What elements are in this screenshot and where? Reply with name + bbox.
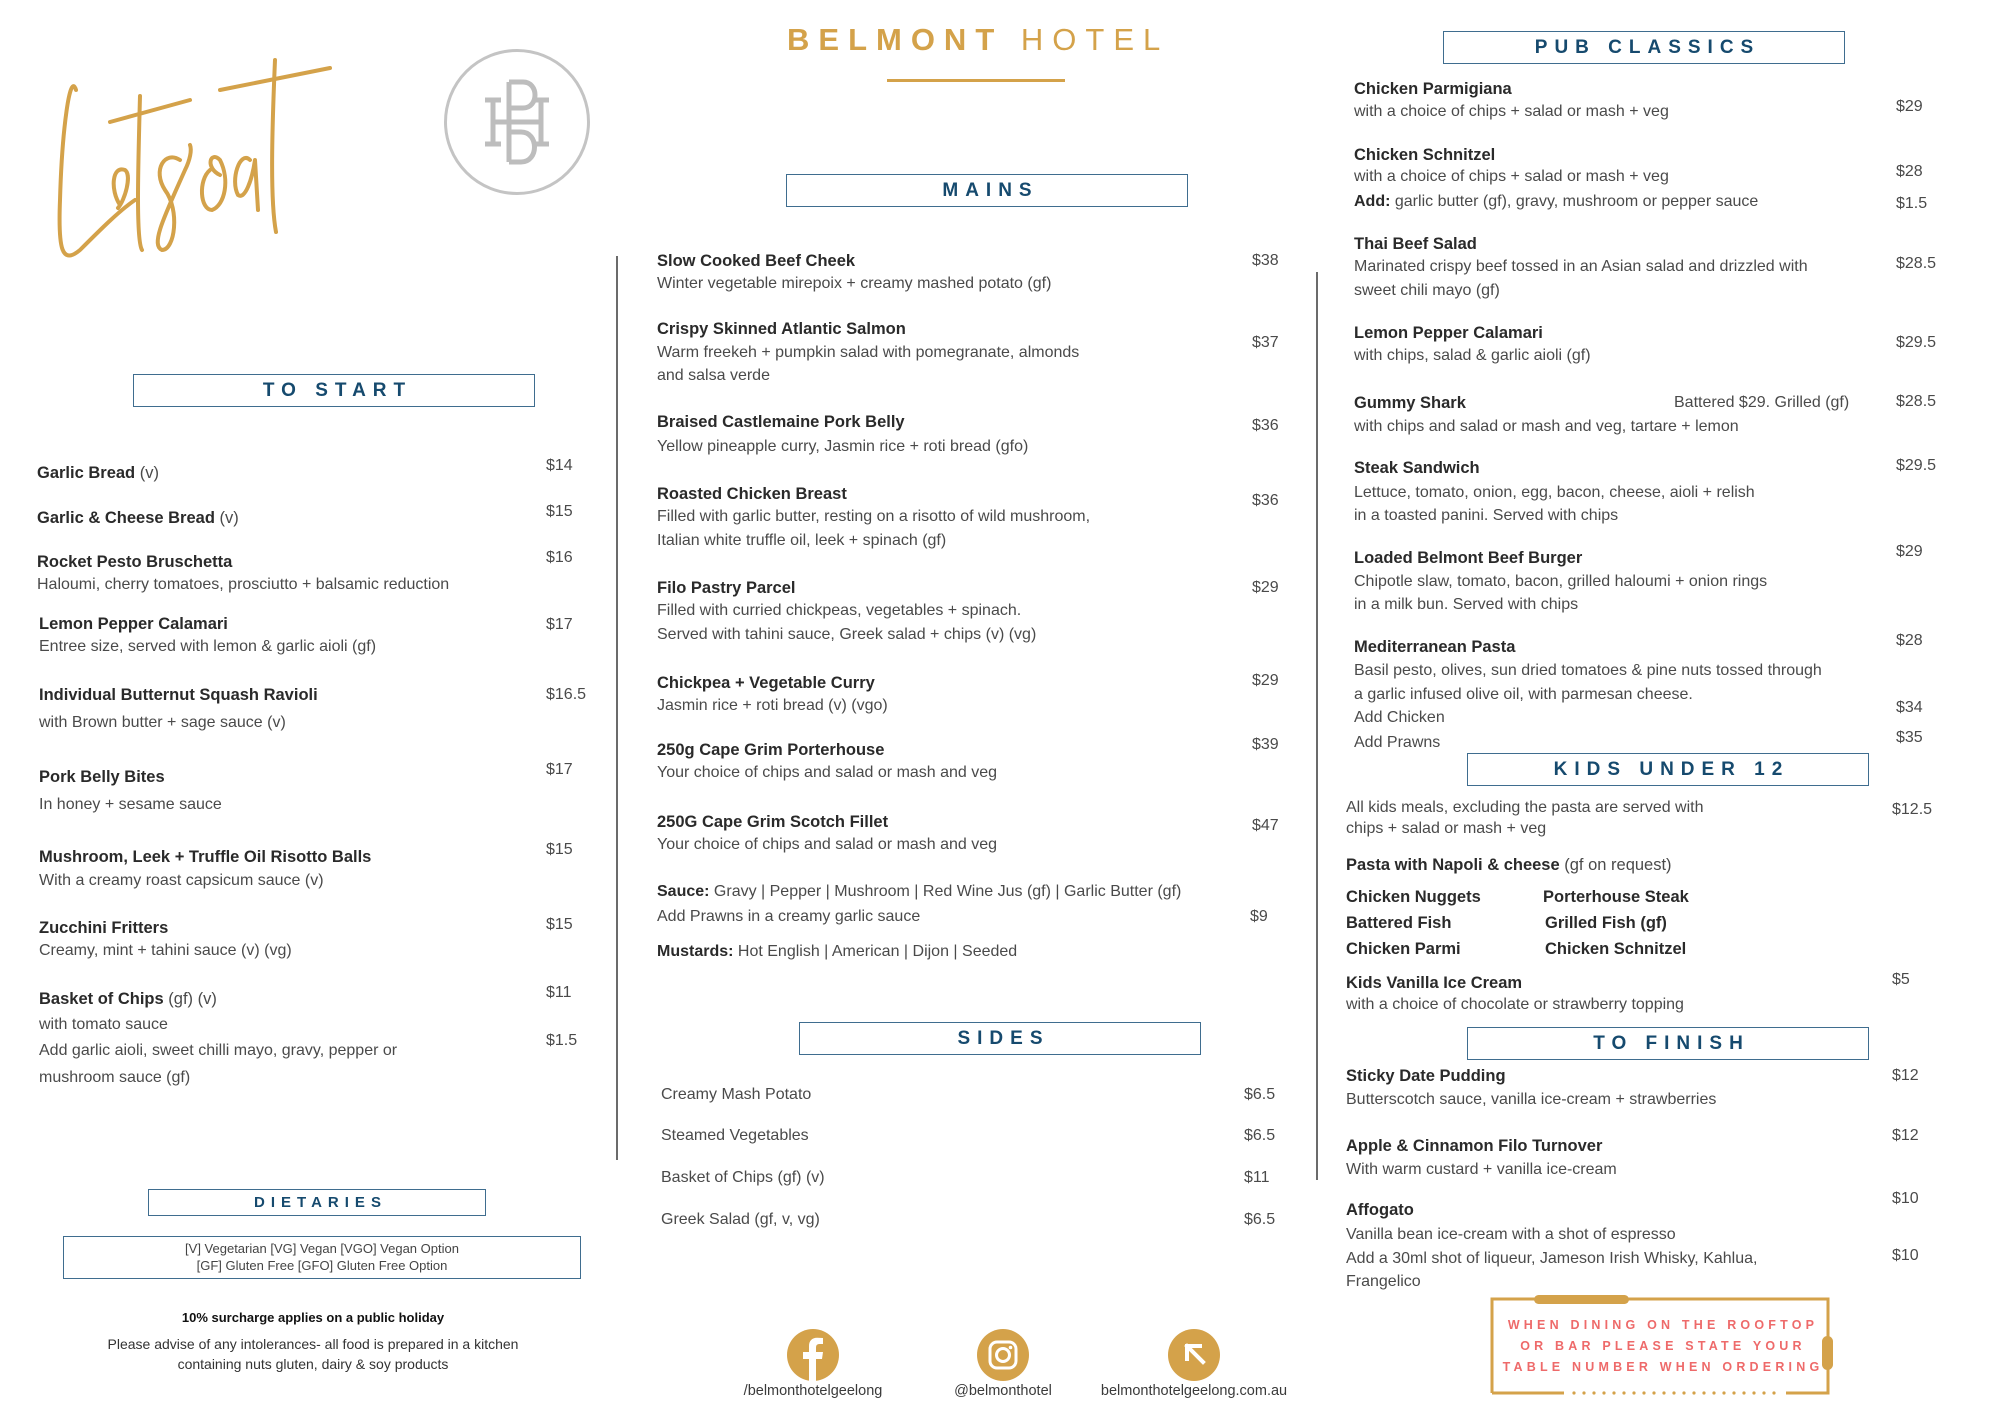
menu-item-price: $38	[1252, 252, 1279, 269]
mustard-options: Mustards: Hot English | American | Dijon | Seeded	[657, 943, 1018, 960]
menu-item-price: $29.5	[1896, 457, 1937, 474]
kids-intro: chips + salad or mash + veg	[1346, 820, 1547, 837]
section-title: TO FINISH	[1593, 1032, 1750, 1054]
section-header-sides	[799, 1022, 1201, 1055]
menu-item-desc: in a toasted panini. Served with chips	[1354, 507, 1619, 524]
menu-item-desc: Jasmin rice + roti bread (v) (vgo)	[657, 697, 888, 714]
rooftop-notice-line: TABLE NUMBER WHEN ORDERING	[1502, 1360, 1824, 1374]
surcharge-note: 10% surcharge applies on a public holiday	[181, 1310, 445, 1325]
side-item-name: Basket of Chips (gf) (v)	[661, 1169, 825, 1186]
menu-item-desc: Lettuce, tomato, onion, egg, bacon, cheese, aioli + relish	[1354, 484, 1755, 501]
menu-item-desc: Warm freekeh + pumpkin salad with pomegranate, almonds	[657, 344, 1080, 361]
menu-item-desc: Haloumi, cherry tomatoes, prosciutto + balsamic reduction	[37, 576, 450, 593]
menu-item-name: Garlic Bread (v)	[37, 464, 159, 482]
rooftop-notice	[1489, 1293, 1837, 1395]
menu-item-name: Crispy Skinned Atlantic Salmon	[657, 320, 906, 338]
menu-item-desc: With warm custard + vanilla ice-cream	[1346, 1161, 1617, 1178]
menu-item-price: $29.5	[1896, 334, 1937, 351]
menu-item-price: $12	[1892, 1127, 1919, 1144]
menu-item-desc: a garlic infused olive oil, with parmesan cheese.	[1354, 686, 1693, 703]
menu-item-price: $16.5	[546, 686, 587, 703]
dietary-legend	[63, 1236, 581, 1279]
menu-item-price: $36	[1252, 417, 1279, 434]
menu-item-addon: Add Chicken	[1354, 709, 1445, 726]
facebook-icon	[787, 1329, 839, 1381]
add-prawns-price: $9	[1250, 908, 1268, 925]
column-divider-right	[1316, 272, 1318, 1180]
menu-item-name: Mediterranean Pasta	[1354, 638, 1516, 656]
menu-item-name: 250G Cape Grim Scotch Fillet	[657, 813, 889, 831]
menu-item-desc: Italian white truffle oil, leek + spinach (gf)	[657, 532, 947, 549]
menu-item-name: Roasted Chicken Breast	[657, 485, 847, 503]
kids-option: Grilled Fish (gf)	[1545, 914, 1667, 932]
allergy-note: containing nuts gluten, dairy & soy products	[177, 1356, 449, 1372]
menu-item-price: $29	[1252, 579, 1279, 596]
kids-meal-price: $12.5	[1892, 801, 1933, 818]
menu-item-desc: Frangelico	[1346, 1273, 1421, 1290]
menu-item-addon-price: $1.5	[546, 1032, 578, 1049]
menu-item-price: $28.5	[1896, 393, 1937, 410]
menu-item-name: Apple & Cinnamon Filo Turnover	[1346, 1137, 1603, 1155]
menu-item-name: Lemon Pepper Calamari	[1354, 324, 1543, 342]
dietary-legend-line: [GF] Gluten Free [GFO] Gluten Free Option	[196, 1258, 448, 1273]
column-divider-left	[616, 256, 618, 1160]
menu-item-desc: sweet chili mayo (gf)	[1354, 282, 1500, 299]
menu-item-name: Braised Castlemaine Pork Belly	[657, 413, 905, 431]
menu-item-name: Steak Sandwich	[1354, 459, 1480, 477]
rooftop-notice-text	[1489, 1315, 1837, 1378]
menu-item-price: $15	[546, 503, 573, 520]
menu-item-desc: Your choice of chips and salad or mash and veg	[657, 836, 998, 853]
menu-item-addon-price: $35	[1896, 729, 1923, 746]
kids-ice-cream-name: Kids Vanilla Ice Cream	[1346, 974, 1523, 992]
section-title: MAINS	[942, 179, 1039, 201]
menu-item-name: Rocket Pesto Bruschetta	[37, 553, 233, 571]
menu-item-desc: Basil pesto, olives, sun dried tomatoes & pine nuts tossed through	[1354, 662, 1822, 679]
menu-item-name: Gummy Shark	[1354, 394, 1466, 412]
menu-item-addon: Add: garlic butter (gf), gravy, mushroom or pepper sauce	[1354, 193, 1759, 210]
website-arrow-icon	[1168, 1329, 1220, 1381]
menu-item-price: $47	[1252, 817, 1279, 834]
rooftop-notice-line: WHEN DINING ON THE ROOFTOP	[1507, 1318, 1819, 1332]
menu-item-desc: and salsa verde	[657, 367, 770, 384]
menu-item-addon-price: $1.5	[1896, 195, 1928, 212]
menu-item-desc: Yellow pineapple curry, Jasmin rice + roti bread (gfo)	[657, 438, 1029, 455]
side-item-name: Creamy Mash Potato	[661, 1086, 812, 1103]
sauce-options: Sauce: Gravy | Pepper | Mushroom | Red Wine Jus (gf) | Garlic Butter (gf)	[657, 883, 1182, 900]
website-link[interactable]	[1168, 1329, 1220, 1381]
menu-item-name: Filo Pastry Parcel	[657, 579, 796, 597]
side-item-price: $6.5	[1244, 1086, 1276, 1103]
menu-item-name: Mushroom, Leek + Truffle Oil Risotto Balls	[39, 848, 372, 866]
menu-item-desc: Add a 30ml shot of liqueur, Jameson Irish Whisky, Kahlua,	[1346, 1250, 1758, 1267]
menu-item-price: $28	[1896, 632, 1923, 649]
menu-item-name: Thai Beef Salad	[1354, 235, 1477, 253]
menu-item-name: Chicken Schnitzel	[1354, 146, 1496, 164]
menu-item-price: $28	[1896, 163, 1923, 180]
kids-option: Chicken Parmi	[1346, 940, 1461, 958]
section-title: TO START	[262, 379, 413, 401]
menu-item-desc: with Brown butter + sage sauce (v)	[39, 714, 286, 731]
section-header-kids	[1467, 753, 1869, 786]
menu-item-name: Sticky Date Pudding	[1346, 1067, 1506, 1085]
kids-option: Porterhouse Steak	[1543, 888, 1689, 906]
section-title: KIDS UNDER 12	[1553, 758, 1790, 780]
menu-item-desc: Filled with curried chickpeas, vegetables + spinach.	[657, 602, 1022, 619]
menu-item-price: $14	[546, 457, 573, 474]
section-header-dietaries	[148, 1189, 486, 1216]
side-item-price: $11	[1244, 1169, 1270, 1186]
menu-item-desc: Entree size, served with lemon & garlic aioli (gf)	[39, 638, 377, 655]
kids-option: Chicken Nuggets	[1346, 888, 1481, 906]
menu-item-name: Basket of Chips (gf) (v)	[39, 990, 217, 1008]
menu-item-price: $29	[1896, 543, 1923, 560]
section-title: SIDES	[957, 1027, 1050, 1049]
section-header-mains	[786, 174, 1188, 207]
menu-item-desc: with chips, salad & garlic aioli (gf)	[1354, 347, 1591, 364]
menu-item-price: $17	[546, 616, 573, 633]
brand-title-bold: BELMONT	[787, 22, 1004, 57]
kids-ice-cream-desc: with a choice of chocolate or strawberry topping	[1346, 996, 1684, 1013]
facebook-link[interactable]	[787, 1329, 839, 1381]
side-item-price: $6.5	[1244, 1127, 1276, 1144]
menu-item-desc: Served with tahini sauce, Greek salad + chips (v) (vg)	[657, 626, 1037, 643]
side-item-name: Greek Salad (gf, v, vg)	[661, 1211, 820, 1228]
menu-item-price: $10	[1892, 1190, 1919, 1207]
menu-item-price: $39	[1252, 736, 1279, 753]
brand-title	[787, 22, 1169, 58]
section-title: PUB CLASSICS	[1534, 36, 1761, 58]
menu-item-desc: with a choice of chips + salad or mash + veg	[1354, 103, 1669, 120]
dietary-legend-line: [V] Vegetarian [VG] Vegan [VGO] Vegan Option	[185, 1241, 459, 1256]
kids-ice-cream-price: $5	[1892, 971, 1910, 988]
lets-eat-script-title	[40, 50, 410, 270]
menu-item-desc: in a milk bun. Served with chips	[1354, 596, 1579, 613]
menu-item-name: Garlic & Cheese Bread (v)	[37, 509, 239, 527]
allergy-note: Please advise of any intolerances- all food is prepared in a kitchen	[107, 1336, 519, 1352]
menu-item-name: Chicken Parmigiana	[1354, 80, 1512, 98]
menu-item-name: Affogato	[1346, 1201, 1414, 1219]
instagram-handle[interactable]: @belmonthotel	[954, 1383, 1052, 1399]
menu-item-addon-price: $34	[1896, 699, 1923, 716]
hb-monogram-icon	[447, 52, 587, 192]
menu-item-desc: Creamy, mint + tahini sauce (v) (vg)	[39, 942, 292, 959]
menu-item-name: 250g Cape Grim Porterhouse	[657, 741, 885, 759]
menu-item-price: $36	[1252, 492, 1279, 509]
menu-item-price: $37	[1252, 334, 1279, 351]
menu-item-name: Slow Cooked Beef Cheek	[657, 252, 856, 270]
menu-item-desc: Your choice of chips and salad or mash and veg	[657, 764, 998, 781]
section-header-pub-classics	[1443, 31, 1845, 64]
instagram-link[interactable]	[977, 1329, 1029, 1381]
hb-monogram-logo	[444, 49, 590, 195]
menu-item-desc: Chipotle slaw, tomato, bacon, grilled haloumi + onion rings	[1354, 573, 1768, 590]
facebook-handle[interactable]: /belmonthotelgeelong	[743, 1383, 883, 1399]
menu-item-name: Lemon Pepper Calamari	[39, 615, 228, 633]
menu-item-price: $29	[1252, 672, 1279, 689]
menu-item-name: Individual Butternut Squash Ravioli	[39, 686, 318, 704]
menu-item-desc: Marinated crispy beef tossed in an Asian salad and drizzled with	[1354, 258, 1808, 275]
instagram-icon	[977, 1329, 1029, 1381]
menu-item-price: $28.5	[1896, 255, 1937, 272]
menu-item-name: Pork Belly Bites	[39, 768, 165, 786]
side-item-name: Steamed Vegetables	[661, 1127, 809, 1144]
menu-item-desc: Winter vegetable mirepoix + creamy mashed potato (gf)	[657, 275, 1052, 292]
rooftop-notice-line: OR BAR PLEASE STATE YOUR	[1520, 1339, 1806, 1353]
menu-item-desc: with tomato sauce	[39, 1016, 168, 1033]
brand-title-light: HOTEL	[1020, 22, 1170, 57]
menu-item-variant: Battered $29. Grilled (gf)	[1674, 394, 1850, 411]
section-header-to-finish	[1467, 1027, 1869, 1060]
menu-item-price: $15	[546, 841, 573, 858]
menu-item-desc: mushroom sauce (gf)	[39, 1069, 191, 1086]
section-title: DIETARIES	[254, 1194, 387, 1211]
brand-underline	[887, 79, 1065, 82]
kids-intro: All kids meals, excluding the pasta are served with	[1346, 799, 1704, 816]
menu-item-price: $16	[546, 549, 573, 566]
menu-item-name: Zucchini Fritters	[39, 919, 169, 937]
menu-item-desc: With a creamy roast capsicum sauce (v)	[39, 872, 324, 889]
website-url[interactable]: belmonthotelgeelong.com.au	[1100, 1383, 1288, 1399]
kids-option: Chicken Schnitzel	[1545, 940, 1687, 958]
section-header-to-start	[133, 374, 535, 407]
menu-item-name: Loaded Belmont Beef Burger	[1354, 549, 1583, 567]
menu-item-desc: with a choice of chips + salad or mash + veg	[1354, 168, 1669, 185]
kids-pasta: Pasta with Napoli & cheese (gf on request)	[1346, 856, 1672, 874]
menu-item-price: $12	[1892, 1067, 1919, 1084]
add-prawns: Add Prawns in a creamy garlic sauce	[657, 908, 921, 925]
side-item-price: $6.5	[1244, 1211, 1276, 1228]
menu-item-addon: Add Prawns	[1354, 734, 1441, 751]
menu-item-price: $29	[1896, 98, 1923, 115]
menu-item-desc: In honey + sesame sauce	[39, 796, 222, 813]
menu-item-addon-price: $10	[1892, 1247, 1919, 1264]
menu-item-desc: Add garlic aioli, sweet chilli mayo, gravy, pepper or	[39, 1042, 398, 1059]
menu-item-desc: Vanilla bean ice-cream with a shot of espresso	[1346, 1226, 1676, 1243]
menu-item-price: $15	[546, 916, 573, 933]
menu-item-price: $11	[546, 984, 572, 1001]
menu-item-desc: Filled with garlic butter, resting on a risotto of wild mushroom,	[657, 508, 1091, 525]
menu-item-name: Chickpea + Vegetable Curry	[657, 674, 875, 692]
menu-item-desc: Butterscotch sauce, vanilla ice-cream + strawberries	[1346, 1091, 1717, 1108]
menu-item-desc: with chips and salad or mash and veg, tartare + lemon	[1354, 418, 1739, 435]
kids-option: Battered Fish	[1346, 914, 1452, 932]
menu-item-price: $17	[546, 761, 573, 778]
